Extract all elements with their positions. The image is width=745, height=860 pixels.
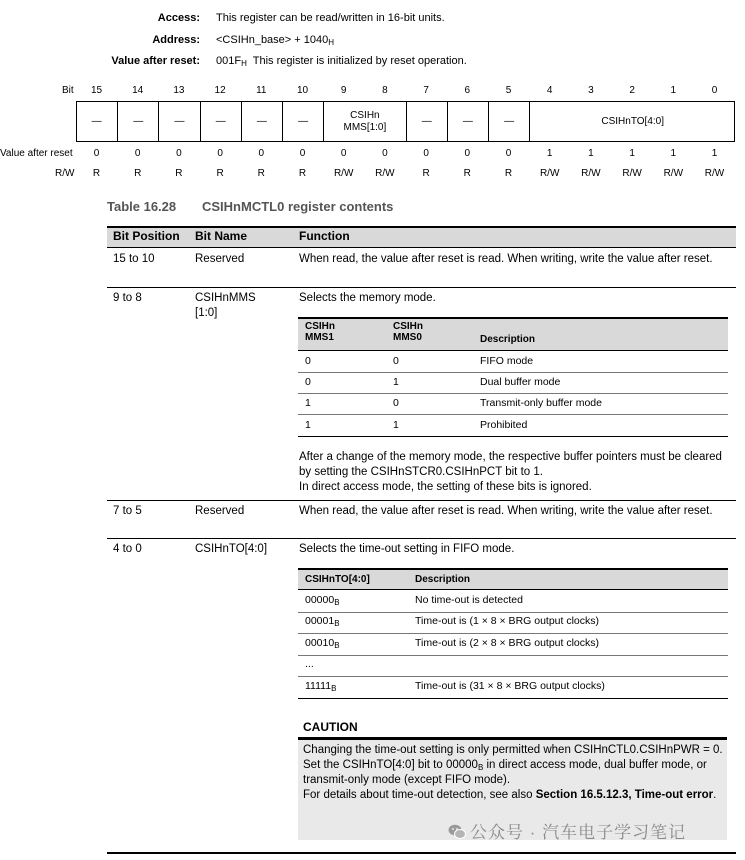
reset-value-bit-2: 1 — [629, 148, 635, 159]
reset-value-bit-13: 0 — [176, 148, 182, 159]
field-bit-7: — — [406, 101, 447, 142]
row3-name: Reserved — [195, 505, 245, 517]
reset-value-bit-14: 0 — [134, 148, 141, 159]
to-table-bottom — [298, 698, 728, 699]
to-row5-value: $11111_B$ — [305, 680, 337, 693]
mms-row2-desc: Dual buffer mode — [480, 376, 561, 388]
mms-note: After a change of the memory mode, the respective buffer pointers must be cleared by setting the CSIHnSTCR0.CSIHnPCT bit to 1. In direct access mode, the setting of these bits is ignored. — [299, 451, 722, 493]
row-divider — [107, 287, 736, 288]
field-bit-5: — — [488, 101, 529, 142]
rw-bit-10: R — [298, 168, 307, 179]
mms-row4-mms1: 1 — [305, 419, 311, 431]
bit-number-4: 4 — [546, 85, 553, 96]
mms-row3-mms1: 1 — [305, 397, 311, 409]
mms-header-description: Description — [480, 334, 536, 345]
reset-value-bit-1: 1 — [670, 148, 677, 159]
bit-number-2: 2 — [629, 85, 635, 96]
bit-number-9: 9 — [340, 85, 347, 96]
to-row4-value: ... — [305, 658, 314, 670]
table-bottom-rule — [107, 852, 736, 854]
rw-bit-2: R/W — [622, 168, 642, 179]
bit-number-1: 1 — [670, 85, 677, 96]
reset-value-bit-15: 0 — [93, 148, 100, 159]
bit-number-3: 3 — [588, 85, 594, 96]
header-bit-name: Bit Name — [195, 229, 248, 243]
reset-value-bit-0: 1 — [711, 148, 718, 159]
rw-bit-9: R/W — [333, 168, 354, 179]
to-header-description: Description — [415, 574, 471, 585]
reset-value-bit-5: 0 — [505, 148, 512, 159]
rw-bit-5: R — [504, 168, 513, 179]
mms-row3-desc: Transmit-only buffer mode — [480, 397, 602, 409]
rw-bit-1: R/W — [663, 168, 684, 179]
to-divider — [298, 633, 728, 634]
rw-bit-8: R/W — [375, 168, 395, 179]
rw-bit-4: R/W — [539, 168, 560, 179]
bit-number-13: 13 — [173, 85, 185, 96]
to-row1-desc: No time-out is detected — [415, 594, 523, 606]
to-row2-value: $00001_B$ — [305, 615, 340, 628]
caution-line-2: Set the CSIHnTO[4:0] bit to $00000_B$ in direct access mode, dual buffer mode, or transmit-only mode (except FIFO mode). — [303, 759, 707, 786]
mms-header-mms1: CSIHn MMS1 — [305, 321, 335, 343]
bit-number-5: 5 — [505, 85, 512, 96]
mms-divider — [298, 393, 728, 394]
rw-bit-15: R — [92, 168, 101, 179]
access-label: Access: — [157, 12, 200, 24]
row1-position: 15 to 10 — [113, 253, 155, 265]
field-csihnto: CSIHnTO[4:0] — [529, 101, 735, 142]
reset-value-bit-3: 1 — [588, 148, 594, 159]
to-divider — [298, 676, 728, 677]
rw-bit-3: R/W — [581, 168, 601, 179]
mms-row1-mms0: 0 — [393, 355, 399, 367]
rw-row-label: R/W — [55, 168, 75, 179]
to-row3-value: $00010_B$ — [305, 637, 340, 650]
address-label: Address: — [152, 34, 200, 46]
row4-name: CSIHnTO[4:0] — [195, 543, 268, 555]
rw-bit-12: R — [216, 168, 224, 179]
mms-row2-mms0: 1 — [393, 376, 399, 388]
row1-name: Reserved — [195, 253, 245, 265]
field-bit-6: — — [447, 101, 488, 142]
wechat-icon — [448, 824, 466, 840]
bit-row-label: Bit — [62, 85, 74, 96]
reset-value-bit-6: 0 — [464, 148, 471, 159]
rw-bit-13: R — [175, 168, 183, 179]
mms-row2-mms1: 0 — [305, 376, 311, 388]
mms-row3-mms0: 0 — [393, 397, 399, 409]
header-function: Function — [299, 229, 350, 243]
field-bit-12: — — [200, 101, 241, 142]
rw-bit-11: R — [257, 168, 265, 179]
row3-position: 7 to 5 — [113, 505, 142, 517]
bit-number-7: 7 — [423, 85, 429, 96]
field-bit-13: — — [158, 101, 199, 142]
mms-divider — [298, 414, 728, 415]
rw-bit-0: R/W — [704, 168, 725, 179]
table-title: Table 16.28 CSIHnMCTL0 register contents — [107, 199, 394, 214]
reset-value-bit-8: 0 — [382, 148, 388, 159]
caution-line-1: Changing the time-out setting is only permitted when CSIHnCTL0.CSIHnPWR = 0. — [303, 744, 723, 756]
caution-line-3: For details about time-out detection, see also Section 16.5.12.3, Time-out error. — [303, 789, 717, 801]
to-row1-value: $00000_B$ — [305, 594, 340, 607]
row-divider — [107, 500, 736, 501]
to-row5-desc: Time-out is (31 × 8 × BRG output clocks) — [415, 680, 605, 692]
field-bit-10: — — [282, 101, 323, 142]
row3-function: When read, the value after reset is read. When writing, write the value after reset. — [299, 505, 713, 517]
mms-table-bottom — [298, 436, 728, 437]
reset-value-bit-4: 1 — [546, 148, 553, 159]
row2-name: CSIHnMMS [1:0] — [195, 292, 256, 319]
field-bit-15: — — [91, 115, 102, 127]
watermark: 公众号 · 汽车电子学习笔记 — [448, 818, 686, 843]
reset-value-bit-10: 0 — [299, 148, 306, 159]
field-bit-11: — — [241, 101, 282, 142]
to-divider — [298, 655, 728, 656]
mms-divider — [298, 372, 728, 373]
field-csihnmms: CSIHn MMS[1:0] — [323, 101, 405, 142]
reset-value-bit-9: 0 — [340, 148, 347, 159]
rw-bit-14: R — [134, 168, 142, 179]
reset-row-label: Value after reset — [0, 148, 73, 159]
reset-label: Value after reset: — [111, 55, 200, 67]
address-value: <CSIHn_base> + $1040_H$ — [216, 34, 335, 47]
mms-header-mms0: CSIHn MMS0 — [393, 321, 423, 343]
row2-position: 9 to 8 — [113, 292, 142, 304]
row4-function: Selects the time-out setting in FIFO mode. — [299, 543, 515, 555]
to-divider — [298, 612, 728, 613]
bit-number-15: 15 — [90, 85, 103, 96]
reset-value: $001F_H$ This register is initialized by reset operation. — [216, 55, 467, 68]
header-bit-position: Bit Position — [113, 229, 180, 243]
caution-title: CAUTION — [303, 720, 358, 734]
reset-value-bit-7: 0 — [423, 148, 429, 159]
rw-bit-6: R — [463, 168, 471, 179]
bit-number-8: 8 — [382, 85, 388, 96]
mms-row1-desc: FIFO mode — [480, 355, 534, 367]
to-row2-desc: Time-out is (1 × 8 × BRG output clocks) — [415, 615, 600, 627]
caution-text — [303, 743, 723, 803]
mms-row4-mms0: 1 — [393, 419, 399, 431]
field-bit-14: — — [117, 101, 158, 142]
access-value: This register can be read/written in 16-bit units. — [216, 12, 445, 24]
bit-number-14: 14 — [132, 85, 144, 96]
bit-number-10: 10 — [296, 85, 309, 96]
row1-function: When read, the value after reset is read. When writing, write the value after reset. — [299, 253, 713, 265]
reset-value-bit-11: 0 — [258, 148, 265, 159]
bit-number-6: 6 — [464, 85, 471, 96]
to-header-value: CSIHnTO[4:0] — [305, 574, 370, 585]
row4-position: 4 to 0 — [113, 543, 142, 555]
row2-function: Selects the memory mode. — [299, 292, 436, 304]
bit-number-11: 11 — [256, 85, 267, 96]
bit-number-0: 0 — [711, 85, 718, 96]
row-divider — [107, 538, 736, 539]
to-row3-desc: Time-out is (2 × 8 × BRG output clocks) — [415, 637, 600, 649]
mms-row1-mms1: 0 — [305, 355, 311, 367]
reset-value-bit-12: 0 — [217, 148, 223, 159]
bit-number-12: 12 — [214, 85, 226, 96]
rw-bit-7: R — [422, 168, 430, 179]
mms-row4-desc: Prohibited — [480, 419, 528, 431]
